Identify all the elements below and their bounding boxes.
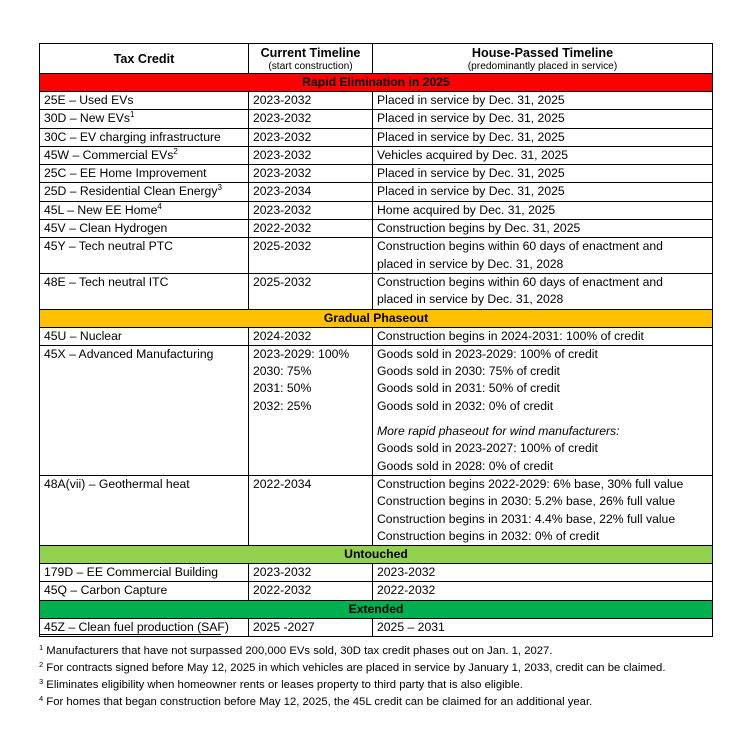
section-title: Extended — [40, 600, 713, 618]
table-row — [40, 273, 713, 309]
tax-credit-cell — [40, 238, 249, 274]
current-timeline-line: 2023-2032 — [253, 147, 312, 162]
current-timeline-line: 2023-2032 — [253, 111, 312, 126]
table-header-row — [40, 44, 713, 74]
house-timeline-cell: Construction begins in 2024-2031: 100% of credit — [373, 327, 713, 345]
house-timeline-line: placed in service by Dec. 31, 2028 — [377, 292, 564, 307]
house-timeline-line: Goods sold in 2031: 50% of credit — [377, 381, 560, 396]
tax-credit-cell — [40, 165, 249, 183]
footnote-text: Manufacturers that have not surpassed 200,000 EVs sold, 30D tax credit phases out on Jan. 1, 2027. — [43, 645, 553, 657]
house-timeline-cell — [373, 165, 713, 183]
house-timeline-line: placed in service by Dec. 31, 2028 — [377, 256, 564, 271]
tax-credit-cell — [40, 110, 249, 128]
table-row — [40, 183, 713, 201]
house-timeline-cell — [373, 220, 713, 238]
house-timeline-line: Goods sold in 2028: 0% of credit — [377, 458, 554, 473]
house-timeline-line: Placed in service by Dec. 31, 2025 — [377, 93, 565, 107]
table-row — [40, 345, 713, 475]
current-timeline-line: 2023-2032 — [253, 129, 312, 144]
footnote — [39, 660, 739, 677]
footnote-text: For homes that began construction before May 12, 2025, the 45L credit can be claimed for an additional year. — [43, 696, 593, 708]
tax-credit-cell — [40, 475, 249, 545]
footnote-ref: 2 — [173, 146, 178, 156]
current-timeline-cell — [249, 238, 373, 274]
footnote-ref: 4 — [157, 201, 162, 211]
table-row — [40, 165, 713, 183]
current-timeline-line: 2025-2032 — [253, 274, 312, 289]
footnote-number: 4 — [39, 694, 44, 703]
tax-credit-name: 25D – Residential Clean Energy — [44, 184, 218, 199]
house-timeline-cell — [373, 128, 713, 146]
house-timeline-cell: 2022-2032 — [373, 582, 713, 600]
table-row — [40, 564, 713, 582]
tax-credit-cell — [40, 201, 249, 219]
current-timeline-line: 2023-2032 — [253, 202, 312, 217]
tax-credit-name: 45V – Clean Hydrogen — [44, 221, 168, 236]
header-house-timeline-sub: (predominantly placed in service) — [467, 60, 618, 72]
current-timeline-line: 2032: 25% — [253, 398, 312, 413]
section-title: Gradual Phaseout — [40, 309, 713, 327]
current-timeline-line: 2022-2032 — [253, 221, 312, 236]
current-timeline-cell — [249, 110, 373, 128]
current-timeline-line: 2023-2029: 100% — [253, 346, 350, 361]
house-timeline-cell — [373, 273, 713, 309]
tax-credit-name: 45W – Commercial EVs — [44, 147, 174, 162]
current-timeline-cell — [249, 128, 373, 146]
house-timeline-line: Home acquired by Dec. 31, 2025 — [377, 202, 556, 217]
tax-credit-name: 30C – EV charging infrastructure — [44, 129, 221, 144]
table-row — [40, 582, 713, 600]
section-title: Untouched — [40, 546, 713, 564]
current-timeline-cell: 2025 -2027 — [249, 618, 373, 636]
footnote-number: 3 — [39, 677, 44, 686]
footnote — [39, 694, 739, 711]
house-timeline-line: Construction begins in 2031: 4.4% base, 22% full value — [377, 511, 676, 526]
tax-credit-name: 45Y – Tech neutral PTC — [44, 239, 173, 254]
current-timeline-cell — [249, 220, 373, 238]
footnote — [39, 677, 739, 694]
section-gradual — [40, 309, 713, 327]
footnote-number: 1 — [39, 643, 44, 652]
house-timeline-cell — [373, 146, 713, 164]
tax-credit-document — [39, 43, 712, 637]
house-timeline-cell: 2023-2032 — [373, 564, 713, 582]
current-timeline-cell — [249, 146, 373, 164]
section-rapid-elimination — [40, 74, 713, 92]
house-timeline-cell — [373, 110, 713, 128]
house-timeline-line: Vehicles acquired by Dec. 31, 2025 — [377, 147, 569, 162]
house-timeline-line: Goods sold in 2023-2027: 100% of credit — [377, 441, 598, 456]
house-timeline-line: Construction begins within 60 days of enactment and — [377, 239, 663, 254]
tax-credit-name: 179D – EE Commercial Building — [44, 565, 219, 580]
footnote-ref: 1 — [130, 110, 135, 120]
current-timeline-line: 2031: 50% — [253, 381, 312, 396]
house-timeline-cell — [373, 201, 713, 219]
tax-credit-cell — [40, 582, 249, 600]
footnote-divider — [39, 634, 221, 635]
tax-credit-name: 45X – Advanced Manufacturing — [44, 346, 214, 361]
header-tax-credit: Tax Credit — [40, 44, 249, 74]
tax-credit-name: 45U – Nuclear — [44, 328, 122, 343]
table-row — [40, 220, 713, 238]
current-timeline-line: 2023-2032 — [253, 93, 312, 107]
tax-credit-cell — [40, 128, 249, 146]
tax-credit-name: 45L – New EE Home — [44, 202, 158, 217]
table-row — [40, 327, 713, 345]
tax-credit-cell — [40, 220, 249, 238]
house-timeline-line: Construction begins 2022-2029: 6% base, 30% full value — [377, 476, 684, 491]
current-timeline-line: 2025-2032 — [253, 239, 312, 254]
house-timeline-line: Construction begins by Dec. 31, 2025 — [377, 221, 581, 236]
house-timeline-cell — [373, 345, 713, 475]
current-timeline-cell: 2024-2032 — [249, 327, 373, 345]
house-timeline-cell — [373, 238, 713, 274]
current-timeline-cell — [249, 183, 373, 201]
current-timeline-cell — [249, 201, 373, 219]
current-timeline-cell: 2023-2032 — [249, 564, 373, 582]
footnote-text: Eliminates eligibility when homeowner rents or leases property to third party that is also eligible. — [43, 679, 523, 691]
footnotes — [39, 643, 739, 711]
table-row — [40, 146, 713, 164]
current-timeline-line: 2030: 75% — [253, 364, 312, 379]
house-timeline-line: Placed in service by Dec. 31, 2025 — [377, 184, 565, 199]
header-house-timeline: House-Passed Timeline (predominantly placed in service) — [373, 44, 713, 74]
tax-credit-name: 45Z – Clean fuel production (SAF) — [44, 619, 229, 634]
wind-phaseout-note: More rapid phaseout for wind manufacturers: — [377, 424, 620, 439]
current-timeline-cell — [249, 92, 373, 110]
house-timeline-cell — [373, 92, 713, 110]
table-row — [40, 92, 713, 110]
tax-credit-cell — [40, 564, 249, 582]
tax-credit-cell — [40, 327, 249, 345]
house-timeline-line: Construction begins in 2030: 5.2% base, 26% full value — [377, 494, 676, 509]
house-timeline-line: Construction begins in 2032: 0% of credit — [377, 528, 600, 543]
house-timeline-line: Placed in service by Dec. 31, 2025 — [377, 129, 565, 144]
section-untouched — [40, 546, 713, 564]
tax-credit-cell — [40, 273, 249, 309]
table-row — [40, 110, 713, 128]
house-timeline-line: Goods sold in 2032: 0% of credit — [377, 398, 554, 413]
tax-credit-cell — [40, 92, 249, 110]
tax-credit-name: 48E – Tech neutral ITC — [44, 274, 169, 289]
tax-credit-table — [39, 43, 713, 637]
house-timeline-line: Goods sold in 2030: 75% of credit — [377, 364, 560, 379]
table-row — [40, 475, 713, 545]
table-row — [40, 238, 713, 274]
footnote-text: For contracts signed before May 12, 2025 in which vehicles are placed in service by January 1, 2033, credit can be claimed. — [43, 662, 666, 674]
table-row — [40, 128, 713, 146]
tax-credit-name: 45Q – Carbon Capture — [44, 583, 168, 598]
current-timeline-cell — [249, 345, 373, 475]
current-timeline-line: 2023-2034 — [253, 184, 312, 199]
house-timeline-cell — [373, 183, 713, 201]
current-timeline-cell — [249, 273, 373, 309]
tax-credit-name: 48A(vii) – Geothermal heat — [44, 476, 190, 491]
section-title: Rapid Elimination in 2025 — [40, 74, 713, 92]
current-timeline-cell — [249, 165, 373, 183]
footnote — [39, 643, 739, 660]
tax-credit-name: 25C – EE Home Improvement — [44, 166, 207, 181]
header-current-timeline-sub: (start construction) — [268, 60, 353, 72]
tax-credit-name: 30D – New EVs — [44, 111, 131, 126]
footnote-ref: 3 — [217, 183, 222, 193]
footnote-number: 2 — [39, 660, 44, 669]
spacer — [377, 415, 708, 423]
table-body — [40, 74, 713, 637]
current-timeline-cell: 2022-2034 — [249, 475, 373, 545]
current-timeline-cell: 2022-2032 — [249, 582, 373, 600]
house-timeline-line: Construction begins within 60 days of enactment and — [377, 274, 663, 289]
tax-credit-cell — [40, 183, 249, 201]
current-timeline-line: 2023-2032 — [253, 166, 312, 181]
house-timeline-cell: 2025 – 2031 — [373, 618, 713, 636]
house-timeline-line: Placed in service by Dec. 31, 2025 — [377, 111, 565, 126]
table-row — [40, 201, 713, 219]
house-timeline-cell — [373, 475, 713, 545]
section-extended — [40, 600, 713, 618]
tax-credit-cell — [40, 146, 249, 164]
tax-credit-cell — [40, 345, 249, 475]
tax-credit-name: 25E – Used EVs — [44, 93, 134, 107]
house-timeline-line: Placed in service by Dec. 31, 2025 — [377, 166, 565, 181]
house-timeline-line: Goods sold in 2023-2029: 100% of credit — [377, 346, 598, 361]
header-current-timeline: Current Timeline (start construction) — [249, 44, 373, 74]
